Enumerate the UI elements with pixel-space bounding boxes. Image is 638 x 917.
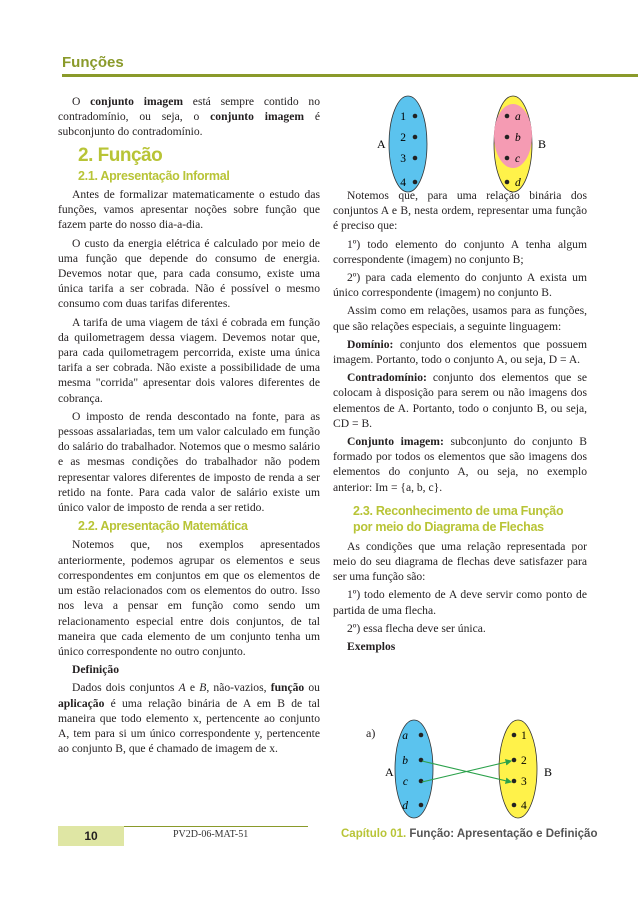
set-element-dot: [512, 758, 517, 763]
paragraph: 2º) essa flecha deve ser única.: [347, 621, 486, 635]
set-element-dot: [505, 135, 510, 140]
set-a-label: A: [385, 765, 394, 779]
set-element-label: 2: [400, 132, 406, 144]
set-element-dot: [419, 733, 424, 738]
codomain-definition: Contradomínio: conjunto dos elementos que se colocam à disposição para serem ou não imagens dos elementos de A. Portanto, todo o conjunto B, ou seja, CD = B.: [333, 371, 587, 430]
subsection-diagram-title: 2.3. Reconhecimento de uma Função por meio do Diagrama de Flechas: [353, 503, 564, 534]
function-diagram-bottom: [378, 718, 568, 820]
subsection-math-title: 2.2. Apresentação Matemática: [78, 519, 248, 534]
page-number: 10: [58, 826, 124, 846]
set-element-dot: [505, 114, 510, 119]
paragraph: O custo da energia elétrica é calculado por meio de uma função que depende do consumo de energia. Devemos notar que, para cada consumo, existe uma única tarifa a ser cobrada. Não é possível o mesmo consumo com duas tarifas diferentes.: [58, 236, 320, 311]
set-element-dot: [413, 180, 418, 185]
set-element-dot: [413, 114, 418, 119]
set-element-label: c: [402, 776, 408, 788]
set-element-dot: [512, 733, 517, 738]
set-element-dot: [505, 180, 510, 185]
set-a-ellipse: [389, 96, 427, 192]
set-b-label: B: [544, 765, 553, 779]
set-element-label: 3: [400, 153, 406, 165]
set-element-label: a: [515, 111, 521, 123]
definition-text: Dados dois conjuntos A e B, não-vazios, função ou aplicação é uma relação binária de A em B de tal maneira que todo elemento x, pertencente ao conjunto A, tem para si um único correspondente y, pertencente ao conjunto B, que é chamado de imagem de x.: [58, 681, 320, 756]
set-element-label: b: [402, 755, 408, 767]
examples-heading: Exemplos: [347, 640, 396, 654]
paragraph: Antes de formalizar matematicamente o estudo das funções, vamos apresentar noções sobre função que fazem parte do nosso dia-a-dia.: [58, 188, 320, 232]
chapter-title: Capítulo 01. Função: Apresentação e Definição: [341, 828, 598, 840]
set-element-dot: [413, 135, 418, 140]
paragraph: O imposto de renda descontado na fonte, para as pessoas assalariadas, tem um valor calculado em função do salário do trabalhador. Notemos que o mesmo salário e as mesmas condições do trabalhador não podem representar valores diferentes de imposto de renda a ser retido na fonte. Para cada valor de salário existe um único valor de imposto de renda a ser retido.: [58, 409, 320, 515]
set-a-label: A: [377, 137, 386, 151]
image-definition: Conjunto imagem: subconjunto do conjunto B formado por todos os elementos que são imagens dos elementos do conjunto A, ou seja, no exemplo anterior: Im = {a, b, c}.: [333, 435, 587, 494]
definition-heading: Definição: [72, 663, 120, 677]
set-element-dot: [512, 803, 517, 808]
set-element-dot: [512, 779, 517, 784]
example-a-label: a): [366, 726, 376, 740]
set-element-dot: [419, 779, 424, 784]
set-element-label: d: [402, 800, 408, 812]
left-column: [58, 94, 320, 759]
domain-definition: Domínio: conjunto dos elementos que possuem imagem. Portanto, todo o conjunto A, ou seja, D = A.: [333, 337, 587, 367]
paragraph: A tarifa de uma viagem de táxi é cobrada em função da quilometragem dessa viagem. Devemos notar que, para cada quilometragem percorrida, existe uma única tarifa a ser cobrada. Não existe a possibilidade de uma mesma "corrida" apresentar dois valores diferentes de cobrança.: [58, 315, 320, 405]
paragraph: 1º) todo elemento de A deve servir como ponto de partida de uma flecha.: [333, 588, 587, 617]
set-element-label: a: [402, 730, 408, 742]
set-b-ellipse: [499, 720, 537, 818]
paragraph: Assim como em relações, usamos para as funções, que são relações especiais, a seguinte linguagem:: [333, 304, 587, 333]
set-element-label: 1: [400, 111, 406, 123]
set-b-highlight: [494, 104, 532, 168]
set-element-dot: [413, 156, 418, 161]
set-element-label: b: [515, 132, 521, 144]
set-element-label: 1: [521, 730, 527, 742]
set-element-label: d: [515, 177, 521, 189]
intro-paragraph: O conjunto imagem está sempre contido no contradomínio, ou seja, o conjunto imagem é subconjunto do contradomínio.: [58, 95, 321, 139]
paragraph: As condições que uma relação representada por meio do seu diagrama de flechas deve satisfazer para ser uma função são:: [333, 539, 587, 584]
set-element-dot: [419, 803, 424, 808]
paragraph: 1º) todo elemento do conjunto A tenha algum correspondente (imagem) no conjunto B;: [333, 237, 587, 266]
document-code: PV2D-06-MAT-51: [173, 829, 249, 840]
set-element-label: c: [515, 153, 521, 165]
set-a-ellipse: [395, 720, 433, 818]
set-element-label: 2: [521, 755, 527, 767]
right-column: [333, 188, 587, 657]
paragraph: Notemos que, para uma relação binária dos conjuntos A e B, nesta ordem, representar uma função é preciso que:: [333, 189, 587, 233]
set-element-label: 3: [521, 776, 527, 788]
function-diagram-top: [368, 94, 558, 194]
set-b-label: B: [538, 137, 547, 151]
header-rule: [62, 74, 638, 77]
set-element-dot: [505, 156, 510, 161]
section-title: 2. Função: [78, 144, 163, 166]
page-header-title: Funções: [62, 54, 124, 71]
paragraph: Notemos que, nos exemplos apresentados anteriormente, podemos agrupar os elementos e seus correspondentes em conjuntos em que os elementos de um estão relacionados com os elementos do outro. Isso nos leva a pensar em função como sendo um relacionamento especial entre dois conjuntos, de tal maneira que cada elemento de um conjunto tenha um único correspondente no outro conjunto.: [58, 538, 320, 658]
set-element-label: 4: [400, 177, 406, 189]
set-element-label: 4: [521, 800, 527, 812]
paragraph: 2º) para cada elemento do conjunto A exista um único correspondente (imagem) no conjunto B.: [333, 271, 587, 300]
subsection-informal-title: 2.1. Apresentação Informal: [78, 168, 230, 183]
